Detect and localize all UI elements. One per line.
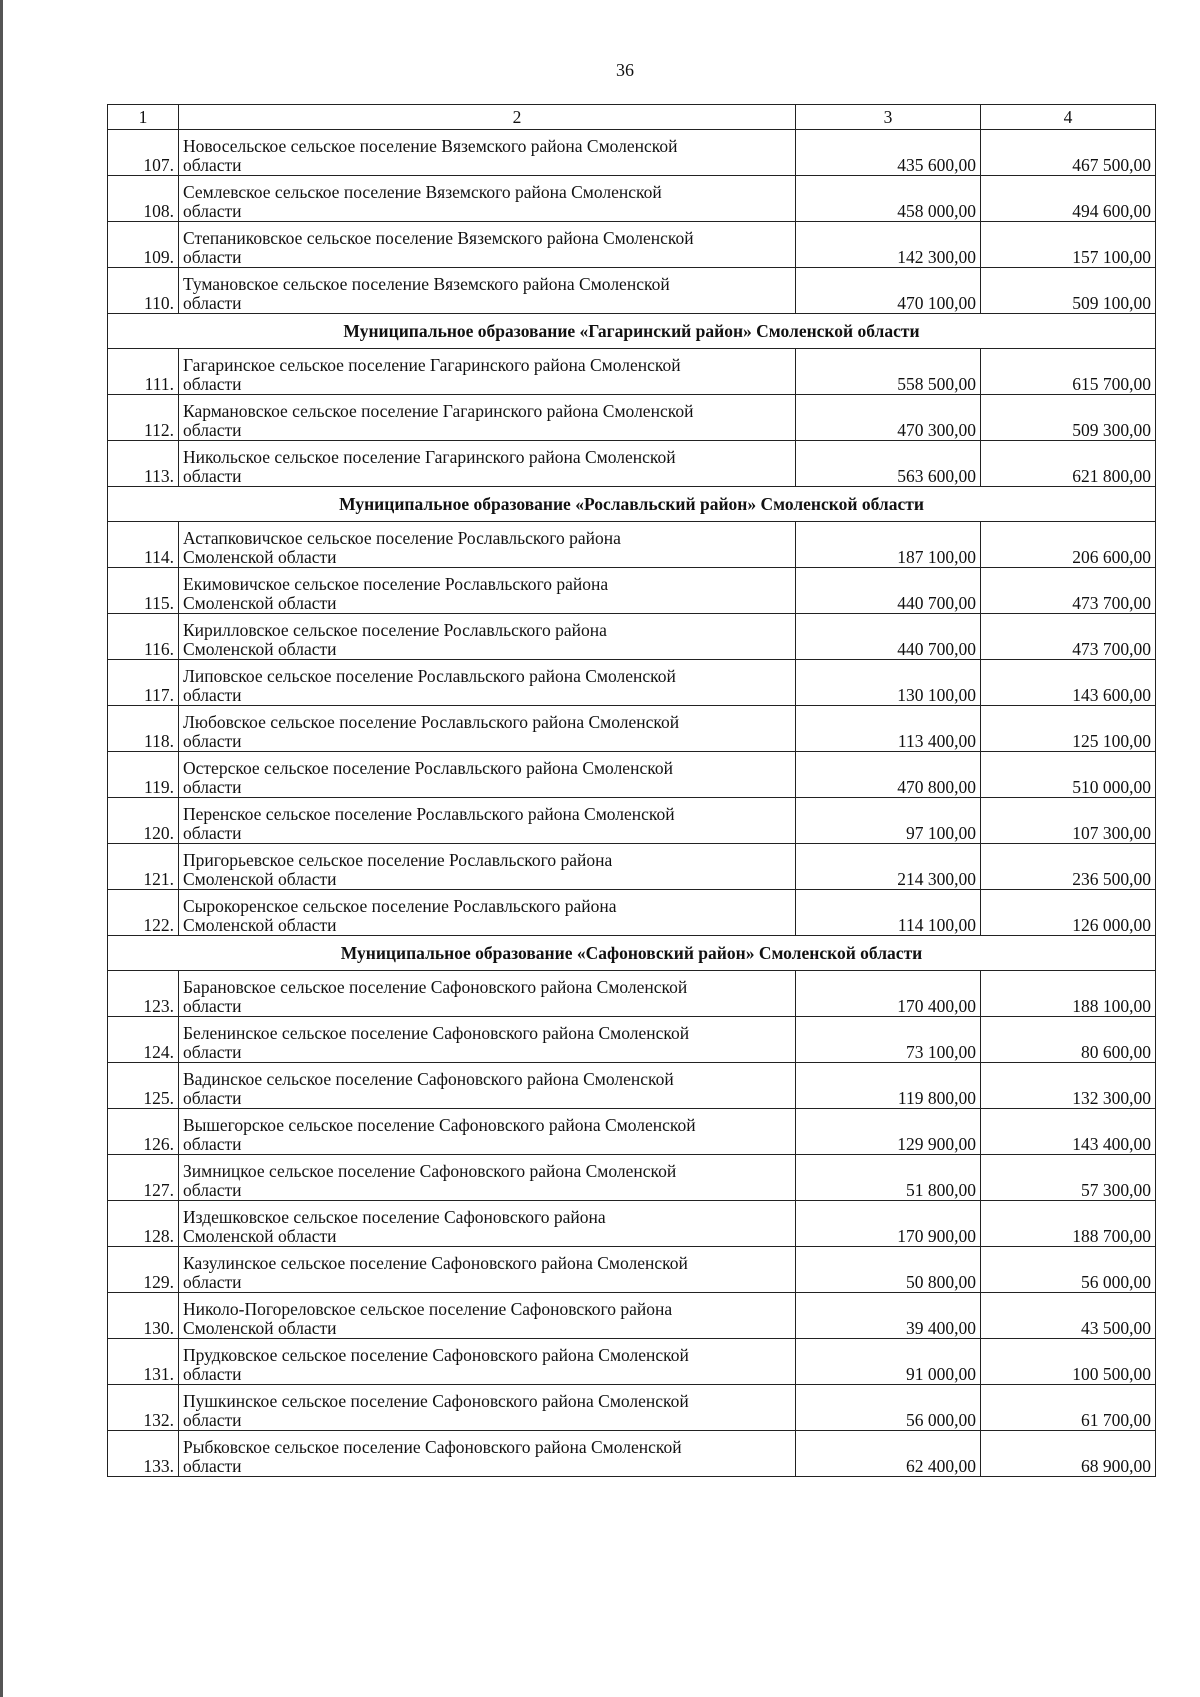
row-number: 110. (108, 268, 179, 314)
row-number: 117. (108, 660, 179, 706)
section-header-row (108, 314, 1156, 349)
settlement-name (179, 349, 796, 395)
settlement-name-line1: Тумановское сельское поселение Вяземского района Смоленской (183, 274, 670, 294)
column-header-2: 2 (179, 105, 796, 130)
table-row (108, 614, 1156, 660)
settlement-name-line1: Пригорьевское сельское поселение Рославльского района (183, 850, 613, 870)
amount-column-4: 188 700,00 (981, 1201, 1156, 1247)
amount-column-3: 214 300,00 (796, 844, 981, 890)
settlement-name (179, 568, 796, 614)
amount-column-3: 563 600,00 (796, 441, 981, 487)
table-row (108, 1339, 1156, 1385)
settlement-name (179, 222, 796, 268)
settlement-name-line2: Смоленской области (183, 547, 337, 567)
settlement-name-line2: Смоленской области (183, 869, 337, 889)
row-number: 119. (108, 752, 179, 798)
settlement-name-line2: области (183, 374, 242, 394)
settlement-name-line1: Перенское сельское поселение Рославльского района Смоленской (183, 804, 675, 824)
section-title: Муниципальное образование «Гагаринский район» Смоленской области (108, 314, 1156, 349)
amount-column-3: 435 600,00 (796, 130, 981, 176)
settlement-name-line2: Смоленской области (183, 1318, 337, 1338)
table-row (108, 1063, 1156, 1109)
table-row (108, 349, 1156, 395)
amount-column-3: 440 700,00 (796, 614, 981, 660)
page-number: 36 (616, 60, 634, 80)
table-row (108, 1155, 1156, 1201)
settlement-name (179, 176, 796, 222)
settlement-name (179, 1385, 796, 1431)
settlement-name (179, 1017, 796, 1063)
amount-column-4: 473 700,00 (981, 568, 1156, 614)
amount-column-4: 615 700,00 (981, 349, 1156, 395)
column-header-row (108, 105, 1156, 130)
settlement-name-line2: области (183, 155, 242, 175)
amount-column-3: 470 100,00 (796, 268, 981, 314)
amount-column-3: 130 100,00 (796, 660, 981, 706)
settlement-name-line2: области (183, 293, 242, 313)
amount-column-4: 68 900,00 (981, 1431, 1156, 1477)
table-row (108, 890, 1156, 936)
settlement-name (179, 441, 796, 487)
amount-column-4: 509 300,00 (981, 395, 1156, 441)
settlement-name (179, 1155, 796, 1201)
settlement-name (179, 1431, 796, 1477)
amount-column-3: 119 800,00 (796, 1063, 981, 1109)
settlement-name (179, 1247, 796, 1293)
column-header-1: 1 (108, 105, 179, 130)
settlement-name-line1: Екимовичское сельское поселение Рославльского района (183, 574, 609, 594)
row-number: 112. (108, 395, 179, 441)
amount-column-3: 458 000,00 (796, 176, 981, 222)
row-number: 121. (108, 844, 179, 890)
section-title: Муниципальное образование «Сафоновский район» Смоленской области (108, 936, 1156, 971)
amount-column-4: 157 100,00 (981, 222, 1156, 268)
amount-column-3: 39 400,00 (796, 1293, 981, 1339)
amount-column-3: 129 900,00 (796, 1109, 981, 1155)
section-title: Муниципальное образование «Рославльский район» Смоленской области (108, 487, 1156, 522)
settlement-name-line1: Остерское сельское поселение Рославльского района Смоленской (183, 758, 673, 778)
settlement-name-line1: Николо-Погореловское сельское поселение Сафоновского района (183, 1299, 673, 1319)
row-number: 108. (108, 176, 179, 222)
row-number: 124. (108, 1017, 179, 1063)
amount-column-3: 440 700,00 (796, 568, 981, 614)
settlement-name (179, 971, 796, 1017)
amount-column-3: 62 400,00 (796, 1431, 981, 1477)
settlement-name-line1: Гагаринское сельское поселение Гагаринского района Смоленской (183, 355, 681, 375)
amount-column-4: 473 700,00 (981, 614, 1156, 660)
scan-edge (0, 0, 3, 1697)
column-header-4: 4 (981, 105, 1156, 130)
settlement-name-line1: Липовское сельское поселение Рославльского района Смоленской (183, 666, 676, 686)
settlement-name-line1: Барановское сельское поселение Сафоновского района Смоленской (183, 977, 688, 997)
settlement-name-line1: Кармановское сельское поселение Гагаринского района Смоленской (183, 401, 694, 421)
settlement-name (179, 798, 796, 844)
settlement-name (179, 1063, 796, 1109)
settlement-name (179, 1109, 796, 1155)
settlement-name-line1: Издешковское сельское поселение Сафоновского района (183, 1207, 606, 1227)
amount-column-4: 188 100,00 (981, 971, 1156, 1017)
table-row (108, 130, 1156, 176)
amount-column-3: 73 100,00 (796, 1017, 981, 1063)
row-number: 127. (108, 1155, 179, 1201)
amount-column-4: 100 500,00 (981, 1339, 1156, 1385)
settlement-name-line2: области (183, 1410, 242, 1430)
row-number: 120. (108, 798, 179, 844)
amount-column-3: 113 400,00 (796, 706, 981, 752)
amount-column-4: 107 300,00 (981, 798, 1156, 844)
settlement-name (179, 706, 796, 752)
table-row (108, 706, 1156, 752)
budget-table (107, 104, 1156, 1477)
row-number: 115. (108, 568, 179, 614)
settlement-name-line1: Пушкинское сельское поселение Сафоновского района Смоленской (183, 1391, 689, 1411)
amount-column-4: 206 600,00 (981, 522, 1156, 568)
amount-column-3: 114 100,00 (796, 890, 981, 936)
settlement-name-line1: Вышегорское сельское поселение Сафоновского района Смоленской (183, 1115, 696, 1135)
amount-column-4: 43 500,00 (981, 1293, 1156, 1339)
settlement-name-line1: Астапковичское сельское поселение Рославльского района (183, 528, 621, 548)
row-number: 133. (108, 1431, 179, 1477)
settlement-name-line2: области (183, 996, 242, 1016)
settlement-name-line2: области (183, 777, 242, 797)
settlement-name-line2: области (183, 1088, 242, 1108)
settlement-name-line1: Кирилловское сельское поселение Рославльского района (183, 620, 607, 640)
settlement-name (179, 522, 796, 568)
table-row (108, 395, 1156, 441)
settlement-name-line1: Зимницкое сельское поселение Сафоновского района Смоленской (183, 1161, 677, 1181)
amount-column-4: 143 400,00 (981, 1109, 1156, 1155)
amount-column-4: 125 100,00 (981, 706, 1156, 752)
amount-column-3: 97 100,00 (796, 798, 981, 844)
table-row (108, 1109, 1156, 1155)
settlement-name-line1: Новосельское сельское поселение Вяземского района Смоленской (183, 136, 678, 156)
amount-column-4: 57 300,00 (981, 1155, 1156, 1201)
amount-column-3: 142 300,00 (796, 222, 981, 268)
settlement-name-line1: Рыбковское сельское поселение Сафоновского района Смоленской (183, 1437, 682, 1457)
row-number: 107. (108, 130, 179, 176)
amount-column-4: 126 000,00 (981, 890, 1156, 936)
settlement-name-line2: области (183, 1272, 242, 1292)
table-row (108, 1201, 1156, 1247)
amount-column-4: 80 600,00 (981, 1017, 1156, 1063)
table-row (108, 522, 1156, 568)
settlement-name (179, 844, 796, 890)
amount-column-3: 50 800,00 (796, 1247, 981, 1293)
table-row (108, 971, 1156, 1017)
table-row (108, 441, 1156, 487)
table-row (108, 752, 1156, 798)
row-number: 114. (108, 522, 179, 568)
settlement-name-line2: Смоленской области (183, 1226, 337, 1246)
table-row (108, 268, 1156, 314)
table-row (108, 798, 1156, 844)
settlement-name (179, 395, 796, 441)
settlement-name-line1: Казулинское сельское поселение Сафоновского района Смоленской (183, 1253, 688, 1273)
settlement-name (179, 890, 796, 936)
amount-column-3: 170 400,00 (796, 971, 981, 1017)
column-header-3: 3 (796, 105, 981, 130)
amount-column-3: 558 500,00 (796, 349, 981, 395)
row-number: 129. (108, 1247, 179, 1293)
settlement-name-line2: Смоленской области (183, 915, 337, 935)
table-row (108, 568, 1156, 614)
settlement-name (179, 752, 796, 798)
settlement-name-line2: области (183, 1042, 242, 1062)
table-row (108, 176, 1156, 222)
settlement-name-line2: области (183, 1134, 242, 1154)
amount-column-3: 91 000,00 (796, 1339, 981, 1385)
table-row (108, 1247, 1156, 1293)
amount-column-3: 51 800,00 (796, 1155, 981, 1201)
row-number: 109. (108, 222, 179, 268)
settlement-name-line2: области (183, 420, 242, 440)
settlement-name-line1: Прудковское сельское поселение Сафоновского района Смоленской (183, 1345, 689, 1365)
row-number: 123. (108, 971, 179, 1017)
table-row (108, 660, 1156, 706)
row-number: 122. (108, 890, 179, 936)
amount-column-4: 61 700,00 (981, 1385, 1156, 1431)
amount-column-3: 170 900,00 (796, 1201, 981, 1247)
settlement-name-line2: области (183, 201, 242, 221)
settlement-name (179, 660, 796, 706)
amount-column-3: 470 800,00 (796, 752, 981, 798)
settlement-name (179, 1293, 796, 1339)
amount-column-4: 494 600,00 (981, 176, 1156, 222)
row-number: 125. (108, 1063, 179, 1109)
amount-column-4: 132 300,00 (981, 1063, 1156, 1109)
settlement-name-line2: Смоленской области (183, 639, 337, 659)
settlement-name-line2: области (183, 685, 242, 705)
settlement-name-line1: Беленинское сельское поселение Сафоновского района Смоленской (183, 1023, 690, 1043)
settlement-name (179, 1339, 796, 1385)
row-number: 116. (108, 614, 179, 660)
amount-column-4: 143 600,00 (981, 660, 1156, 706)
row-number: 130. (108, 1293, 179, 1339)
amount-column-4: 621 800,00 (981, 441, 1156, 487)
settlement-name (179, 130, 796, 176)
amount-column-3: 470 300,00 (796, 395, 981, 441)
settlement-name-line2: области (183, 731, 242, 751)
settlement-name-line2: области (183, 823, 242, 843)
settlement-name-line2: области (183, 1180, 242, 1200)
amount-column-4: 509 100,00 (981, 268, 1156, 314)
row-number: 126. (108, 1109, 179, 1155)
amount-column-4: 467 500,00 (981, 130, 1156, 176)
settlement-name-line1: Любовское сельское поселение Рославльского района Смоленской (183, 712, 680, 732)
amount-column-4: 236 500,00 (981, 844, 1156, 890)
settlement-name-line1: Вадинское сельское поселение Сафоновского района Смоленской (183, 1069, 674, 1089)
row-number: 128. (108, 1201, 179, 1247)
settlement-name-line1: Сырокоренское сельское поселение Рославльского района (183, 896, 617, 916)
row-number: 131. (108, 1339, 179, 1385)
row-number: 111. (108, 349, 179, 395)
settlement-name-line2: области (183, 1364, 242, 1384)
amount-column-3: 56 000,00 (796, 1385, 981, 1431)
settlement-name-line2: Смоленской области (183, 593, 337, 613)
amount-column-3: 187 100,00 (796, 522, 981, 568)
row-number: 132. (108, 1385, 179, 1431)
section-header-row (108, 487, 1156, 522)
settlement-name (179, 1201, 796, 1247)
row-number: 118. (108, 706, 179, 752)
table-row (108, 222, 1156, 268)
settlement-name-line1: Никольское сельское поселение Гагаринского района Смоленской (183, 447, 676, 467)
amount-column-4: 510 000,00 (981, 752, 1156, 798)
table-row (108, 1431, 1156, 1477)
settlement-name-line2: области (183, 247, 242, 267)
table-row (108, 1293, 1156, 1339)
table-row (108, 844, 1156, 890)
section-header-row (108, 936, 1156, 971)
settlement-name (179, 614, 796, 660)
settlement-name-line1: Степаниковское сельское поселение Вяземского района Смоленской (183, 228, 694, 248)
table-row (108, 1385, 1156, 1431)
settlement-name-line1: Семлевское сельское поселение Вяземского района Смоленской (183, 182, 662, 202)
settlement-name-line2: области (183, 466, 242, 486)
settlement-name (179, 268, 796, 314)
settlement-name-line2: области (183, 1456, 242, 1476)
table-row (108, 1017, 1156, 1063)
row-number: 113. (108, 441, 179, 487)
amount-column-4: 56 000,00 (981, 1247, 1156, 1293)
